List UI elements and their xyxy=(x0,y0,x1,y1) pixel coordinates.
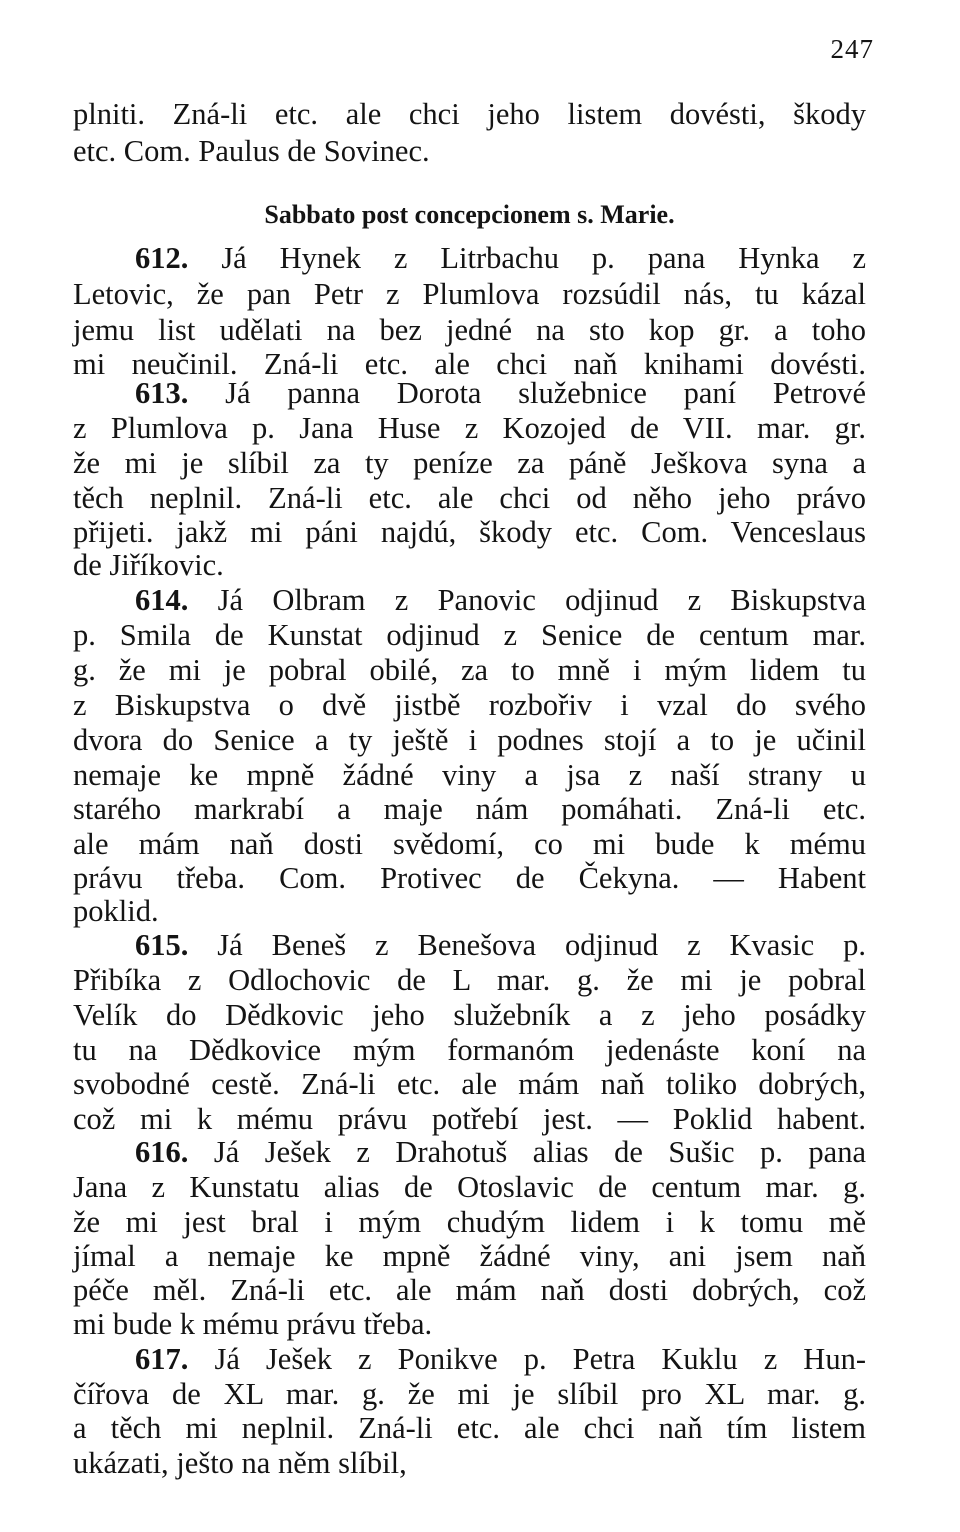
text-line: Já Beneš z Benešova odjinud z Kvasic p. xyxy=(188,928,866,962)
entry-617-line xyxy=(73,1341,866,1377)
entry-616-line xyxy=(73,1134,866,1170)
entry-614-line xyxy=(73,582,866,618)
text-line: ale mám naň dosti svědomí, co mi bude k mému xyxy=(73,827,866,861)
text-line: přijeti. jakž mi páni najdú, škody etc. Com. Venceslaus xyxy=(73,515,866,549)
text-line: tu na Dědkovice mým formanóm jedenáste koní na xyxy=(73,1033,866,1067)
text-line: že mi je slíbil za ty peníze za páně Ješkova syna a xyxy=(73,446,866,480)
page-number: 247 xyxy=(830,34,874,64)
text-line: Já panna Dorota služebnice paní Petrové xyxy=(188,376,866,410)
text-line: z Plumlova p. Jana Huse z Kozojed de VII. mar. gr. xyxy=(73,411,866,445)
text-line: etc. Com. Paulus de Sovinec. xyxy=(73,134,430,168)
entry-612-line xyxy=(73,240,866,276)
text-line: Přibíka z Odlochovic de L mar. g. že mi je pobral xyxy=(73,963,866,997)
entry-613-line xyxy=(73,375,866,411)
text-line: jemu list udělati na bez jedné na sto kop gr. a toho xyxy=(73,313,866,347)
text-line: ukázati, ješto na něm slíbil, xyxy=(73,1446,407,1480)
text-line: mi bude k mému právu třeba. xyxy=(73,1307,433,1341)
entry-number: 616. xyxy=(135,1135,189,1169)
text-line: péče měl. Zná-li etc. ale mám naň dosti dobrých, což xyxy=(73,1273,866,1307)
section-heading: Sabbato post concepcionem s. Marie. xyxy=(264,200,675,229)
text-line: jímal a nemaje ke mpně žádné viny, ani jsem naň xyxy=(73,1239,866,1273)
text-line: čířova de XL mar. g. že mi je slíbil pro XL mar. g. xyxy=(73,1377,866,1411)
entry-615-line xyxy=(73,927,866,963)
text-line: Letovic, že pan Petr z Plumlova rozsúdil nás, tu kázal xyxy=(73,277,866,311)
text-line: Velík do Dědkovic jeho služebník a z jeho posádky xyxy=(73,998,866,1032)
text-line: Já Hynek z Litrbachu p. pana Hynka z xyxy=(188,241,866,275)
entry-number: 613. xyxy=(135,376,189,410)
text-line: nemaje ke mpně žádné viny a jsa z naší strany u xyxy=(73,758,866,792)
text-line: g. že mi je pobral obilé, za to mně i mým lidem tu xyxy=(73,653,866,687)
text-line: Jana z Kunstatu alias de Otoslavic de centum mar. g. xyxy=(73,1170,866,1204)
text-line: dvora do Senice a ty ještě i podnes stojí a to je učinil xyxy=(73,723,866,757)
entry-number: 614. xyxy=(135,583,189,617)
text-line: Já Olbram z Panovic odjinud z Biskupstva xyxy=(188,583,866,617)
text-line: p. Smila de Kunstat odjinud z Senice de centum mar. xyxy=(73,618,866,652)
text-line: z Biskupstva o dvě jistbě rozbořiv i vzal do svého xyxy=(73,688,866,722)
text-line: a těch mi neplnil. Zná-li etc. ale chci naň tím listem xyxy=(73,1411,866,1445)
text-line: což mi k mému právu potřebí jest. — Poklid habent. xyxy=(73,1102,866,1136)
entry-number: 612. xyxy=(135,241,189,275)
text-line: Já Ješek z Drahotuš alias de Sušic p. pana xyxy=(188,1135,866,1169)
text-line: Já Ješek z Ponikve p. Petra Kuklu z Hun- xyxy=(188,1342,866,1376)
entry-number: 617. xyxy=(135,1342,189,1376)
text-line: mi neučinil. Zná-li etc. ale chci naň knihami dovésti. xyxy=(73,347,866,381)
text-line: poklid. xyxy=(73,894,159,928)
entry-number: 615. xyxy=(135,928,189,962)
text-line: právu třeba. Com. Protivec de Čekyna. — Habent xyxy=(73,861,866,895)
text-line: starého markrabí a maje nám pomáhati. Zná-li etc. xyxy=(73,792,866,826)
text-line: de Jiříkovic. xyxy=(73,548,224,582)
text-line: svobodné cestě. Zná-li etc. ale mám naň toliko dobrých, xyxy=(73,1067,866,1101)
text-line: těch neplnil. Zná-li etc. ale chci od něho jeho právo xyxy=(73,481,866,515)
text-line: plniti. Zná-li etc. ale chci jeho listem dovésti, škody xyxy=(73,97,866,131)
text-line: že mi jest bral i mým chudým lidem i k tomu mě xyxy=(73,1205,866,1239)
